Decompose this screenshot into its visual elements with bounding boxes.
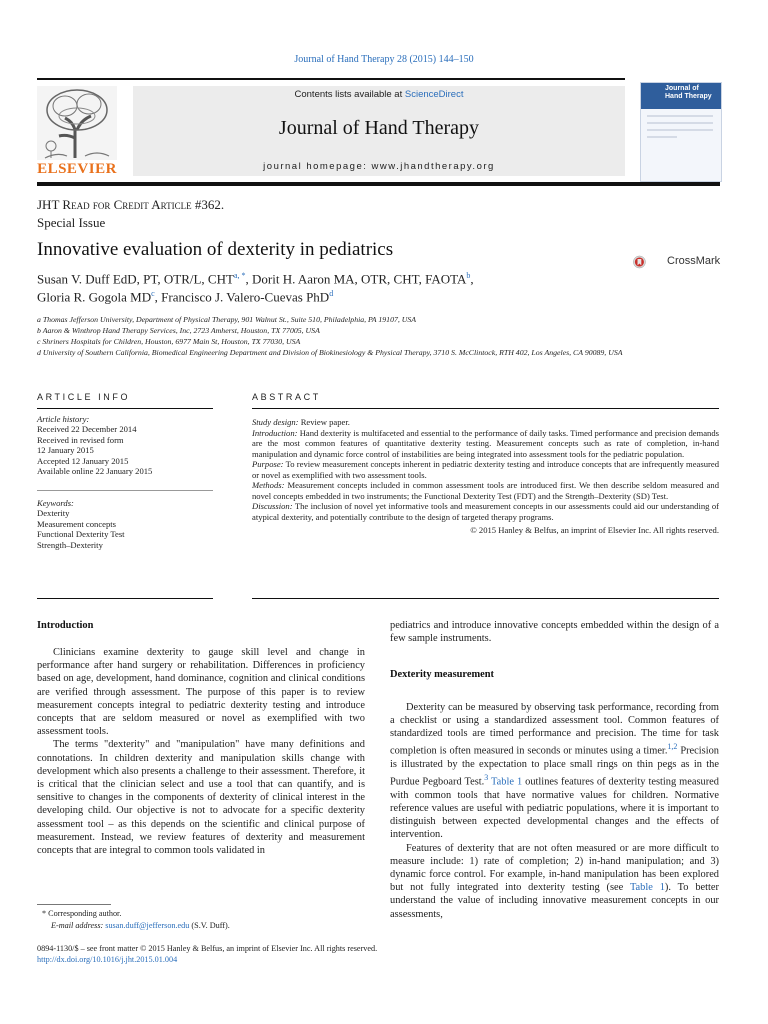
author-name: Dorit H. Aaron MA, OTR, CHT, FAOTA (252, 271, 467, 287)
reference-link[interactable]: 3 (484, 773, 489, 783)
masthead-bottom-rule (37, 182, 720, 186)
crossmark-label[interactable]: CrossMark (667, 255, 721, 267)
journal-homepage[interactable]: journal homepage: www.jhandtherapy.org (263, 161, 495, 172)
introduction-heading: Introduction (37, 620, 94, 631)
journal-citation[interactable]: Journal of Hand Therapy 28 (2015) 144–150 (294, 54, 474, 65)
author-affil-link[interactable]: a, * (233, 271, 246, 280)
keyword: Dexterity (37, 508, 70, 519)
doi-link[interactable]: http://dx.doi.org/10.1016/j.jht.2015.01.004 (37, 955, 178, 964)
dexterity-heading: Dexterity measurement (390, 669, 494, 681)
abstract-section: Methods: Measurement concepts included in common assessment tools are introduced first. We then describe seldom measured and novel concepts embedded in two instruments; the Functional Dexterity Test (FDT) and the Strength–Dexterity (SD) Test. (252, 480, 719, 501)
abstract-section: Study design: Review paper. (252, 417, 350, 427)
corresponding-author: * Corresponding author. (42, 909, 122, 918)
introduction-text: Clinicians examine dexterity to gauge skill level and change in performance after hand surgery or rehabilitation. Differences in proficiency based on age, development, hand dominance, cognition and clinical conditions are verified through assessment. The purpose of this paper is to review measurement concepts integral to pediatric dexterity testing and introduce concepts that are seldom measured or novel as exemplified with two assessment tools. The terms "dexterity" and "manipulation" have many definitions and connotations. In children dexterity and manipulation skills change with development which also presents a challenge to their assessment. Therefore, it is critical that the clinician select and use a tool that can quantify, and is sensitive to changes in the components of dexterity of clinical interest in the developing child. Our objective is not to advocate for a specific dexterity assessment tool – as this depends on the scientific and clinical purpose of measurement. Instead, we review features of dexterity and measurement concepts that are integral to common tools validated in (37, 647, 365, 857)
abstract-section: Discussion: The inclusion of novel yet informative tools and measurement concepts in our assessments could aid our understanding of atypical dexterity, and potentially contribute to the design of targeted therapy programs. (252, 501, 719, 522)
journal-cover-thumbnail[interactable] (640, 82, 722, 182)
masthead-top-rule (37, 78, 625, 80)
affiliation-b: b Aaron & Winthrop Hand Therapy Services, Inc, 2723 Amherst, Houston, TX 77005, USA (37, 326, 320, 335)
affiliation-c: c Shriners Hospitals for Children, Houston, 6977 Main St, Houston, TX 77030, USA (37, 337, 301, 346)
abstract-bottom-rule (252, 598, 719, 599)
email-link[interactable]: susan.duff@jefferson.edu (105, 921, 190, 930)
keyword: Functional Dexterity Test (37, 529, 125, 540)
jht-read-for-credit: JHT Read for Credit Article #362. (37, 197, 225, 212)
abstract-heading: ABSTRACT (252, 392, 321, 402)
article-title: Innovative evaluation of dexterity in pediatrics (37, 239, 394, 260)
author-affil-link[interactable]: d (329, 289, 334, 298)
authors-line-1: Susan V. Duff EdD, PT, OTR/L, $CHT^{a, *}$, Dorit H. Aaron MA, OTR, CHT, FAOTA$^b$, (37, 271, 474, 287)
keyword: Measurement concepts (37, 518, 116, 529)
keyword: Strength–Dexterity (37, 539, 103, 550)
sciencedirect-link[interactable]: ScienceDirect (404, 89, 464, 100)
journal-name: Journal of Hand Therapy (278, 117, 480, 139)
right-column-text: pediatrics and introduce innovative concepts embedded within the design of a few sample instruments. Dexterity measurement Dexterity can be measured by observing task performance, recording from a checklist or using a standardized assessment tool. Common features of standardized tools are timed performance and precision. The time for task completion is often measured in seconds or minutes using a timer.$^{1,2}$ Precision is illustrated by the expectation to place small rings on thin pegs as in the Purdue Pegboard Test.$^3$ Table 1 outlines features of dexterity testing measured with common tools that have normative values for children. Normative reference values are useful with pediatric populations, where it is important to distinguish between expected developmental changes and the effects of intervention. Features of dexterity that are not often measured or are more difficult to measure include: 1) rate of completion; 2) in-hand manipulation; and 3) dynamic force control. For example, in-hand manipulation has been explored but not fully integrated into dexterity testing (see Table 1). To better understand the value of including innovative measurement concepts in our assessments, (390, 620, 719, 920)
abstract-rule (252, 408, 719, 409)
reference-link[interactable]: 1,2 (667, 742, 678, 752)
keywords: Keywords: Dexterity Measurement concepts Functional Dexterity Test Strength–Dexterity (37, 498, 213, 550)
article-info-heading: ARTICLE INFO (37, 392, 131, 402)
contents-line (133, 89, 625, 100)
special-issue-label: Special Issue (37, 215, 106, 230)
cover-decoration (647, 115, 713, 143)
issn-line: 0894-1130/$ – see front matter © 2015 Hanley & Belfus, an imprint of Elsevier Inc. All rights reserved. (37, 944, 378, 953)
article-info-divider (37, 490, 213, 491)
author-affil-link[interactable]: b (466, 271, 471, 280)
affiliation-d: d University of Southern California, Biomedical Engineering Department and Division of Biokinesiology & Physical Therapy, 3710 S. McClintock, RTH 402, Los Angeles, CA 90089, USA (37, 348, 623, 357)
authors-line-2: Gloria R. Gogola $MD^c$, Francisco J. Valero-Cuevas PhD$^d$ (37, 289, 334, 305)
contents-prefix: Contents lists available at (294, 89, 405, 100)
affiliation-a: a Thomas Jefferson University, Department of Physical Therapy, 901 Walnut St., Suite 510, Philadelphia, PA 19107, USA (37, 315, 417, 324)
author-name: Gloria R. Gogola MD (37, 289, 152, 305)
copyright: © 2015 Hanley & Belfus, an imprint of Elsevier Inc. All rights reserved. (470, 525, 719, 535)
crossmark-icon[interactable] (633, 245, 667, 279)
author-name: Francisco J. Valero-Cuevas PhD (161, 289, 330, 305)
article-history: Article history: Received 22 December 2014 Received in revised form 12 January 2015 Accepted 12 January 2015 Available online 22 January 2015 (37, 414, 153, 477)
abstract-section: Purpose: To review measurement concepts inherent in pediatric dexterity testing and introduce concepts that are infrequently measured or novel as exemplified with two assessment tools. (252, 459, 719, 480)
footnote-rule (37, 904, 111, 905)
abstract-section: Introduction: Hand dexterity is multifaceted and essential to the performance of daily tasks. Timed performance and precision demands are the most common features of quantitative dexterity testing. Measurement concepts such as rate of completion, in-hand manipulation and dynamic force control of instabilities are being integrated into assessment tools for the pediatric population. (252, 427, 719, 459)
email-line: E-mail address: susan.duff@jefferson.edu (S.V. Duff). (51, 921, 230, 930)
article-info-bottom-rule (37, 598, 213, 599)
abstract-body (252, 417, 719, 536)
publisher-logo-text: ELSEVIER (37, 161, 117, 177)
cover-title: Journal of Hand Therapy (665, 85, 712, 100)
table-link[interactable]: Table 1 (629, 882, 665, 894)
article-info-rule (37, 408, 213, 409)
author-name: Susan V. Duff EdD, PT, OTR/L, CHT (37, 271, 234, 287)
table-link[interactable]: Table 1 (488, 776, 523, 788)
author-affil-link[interactable]: c (151, 289, 155, 298)
